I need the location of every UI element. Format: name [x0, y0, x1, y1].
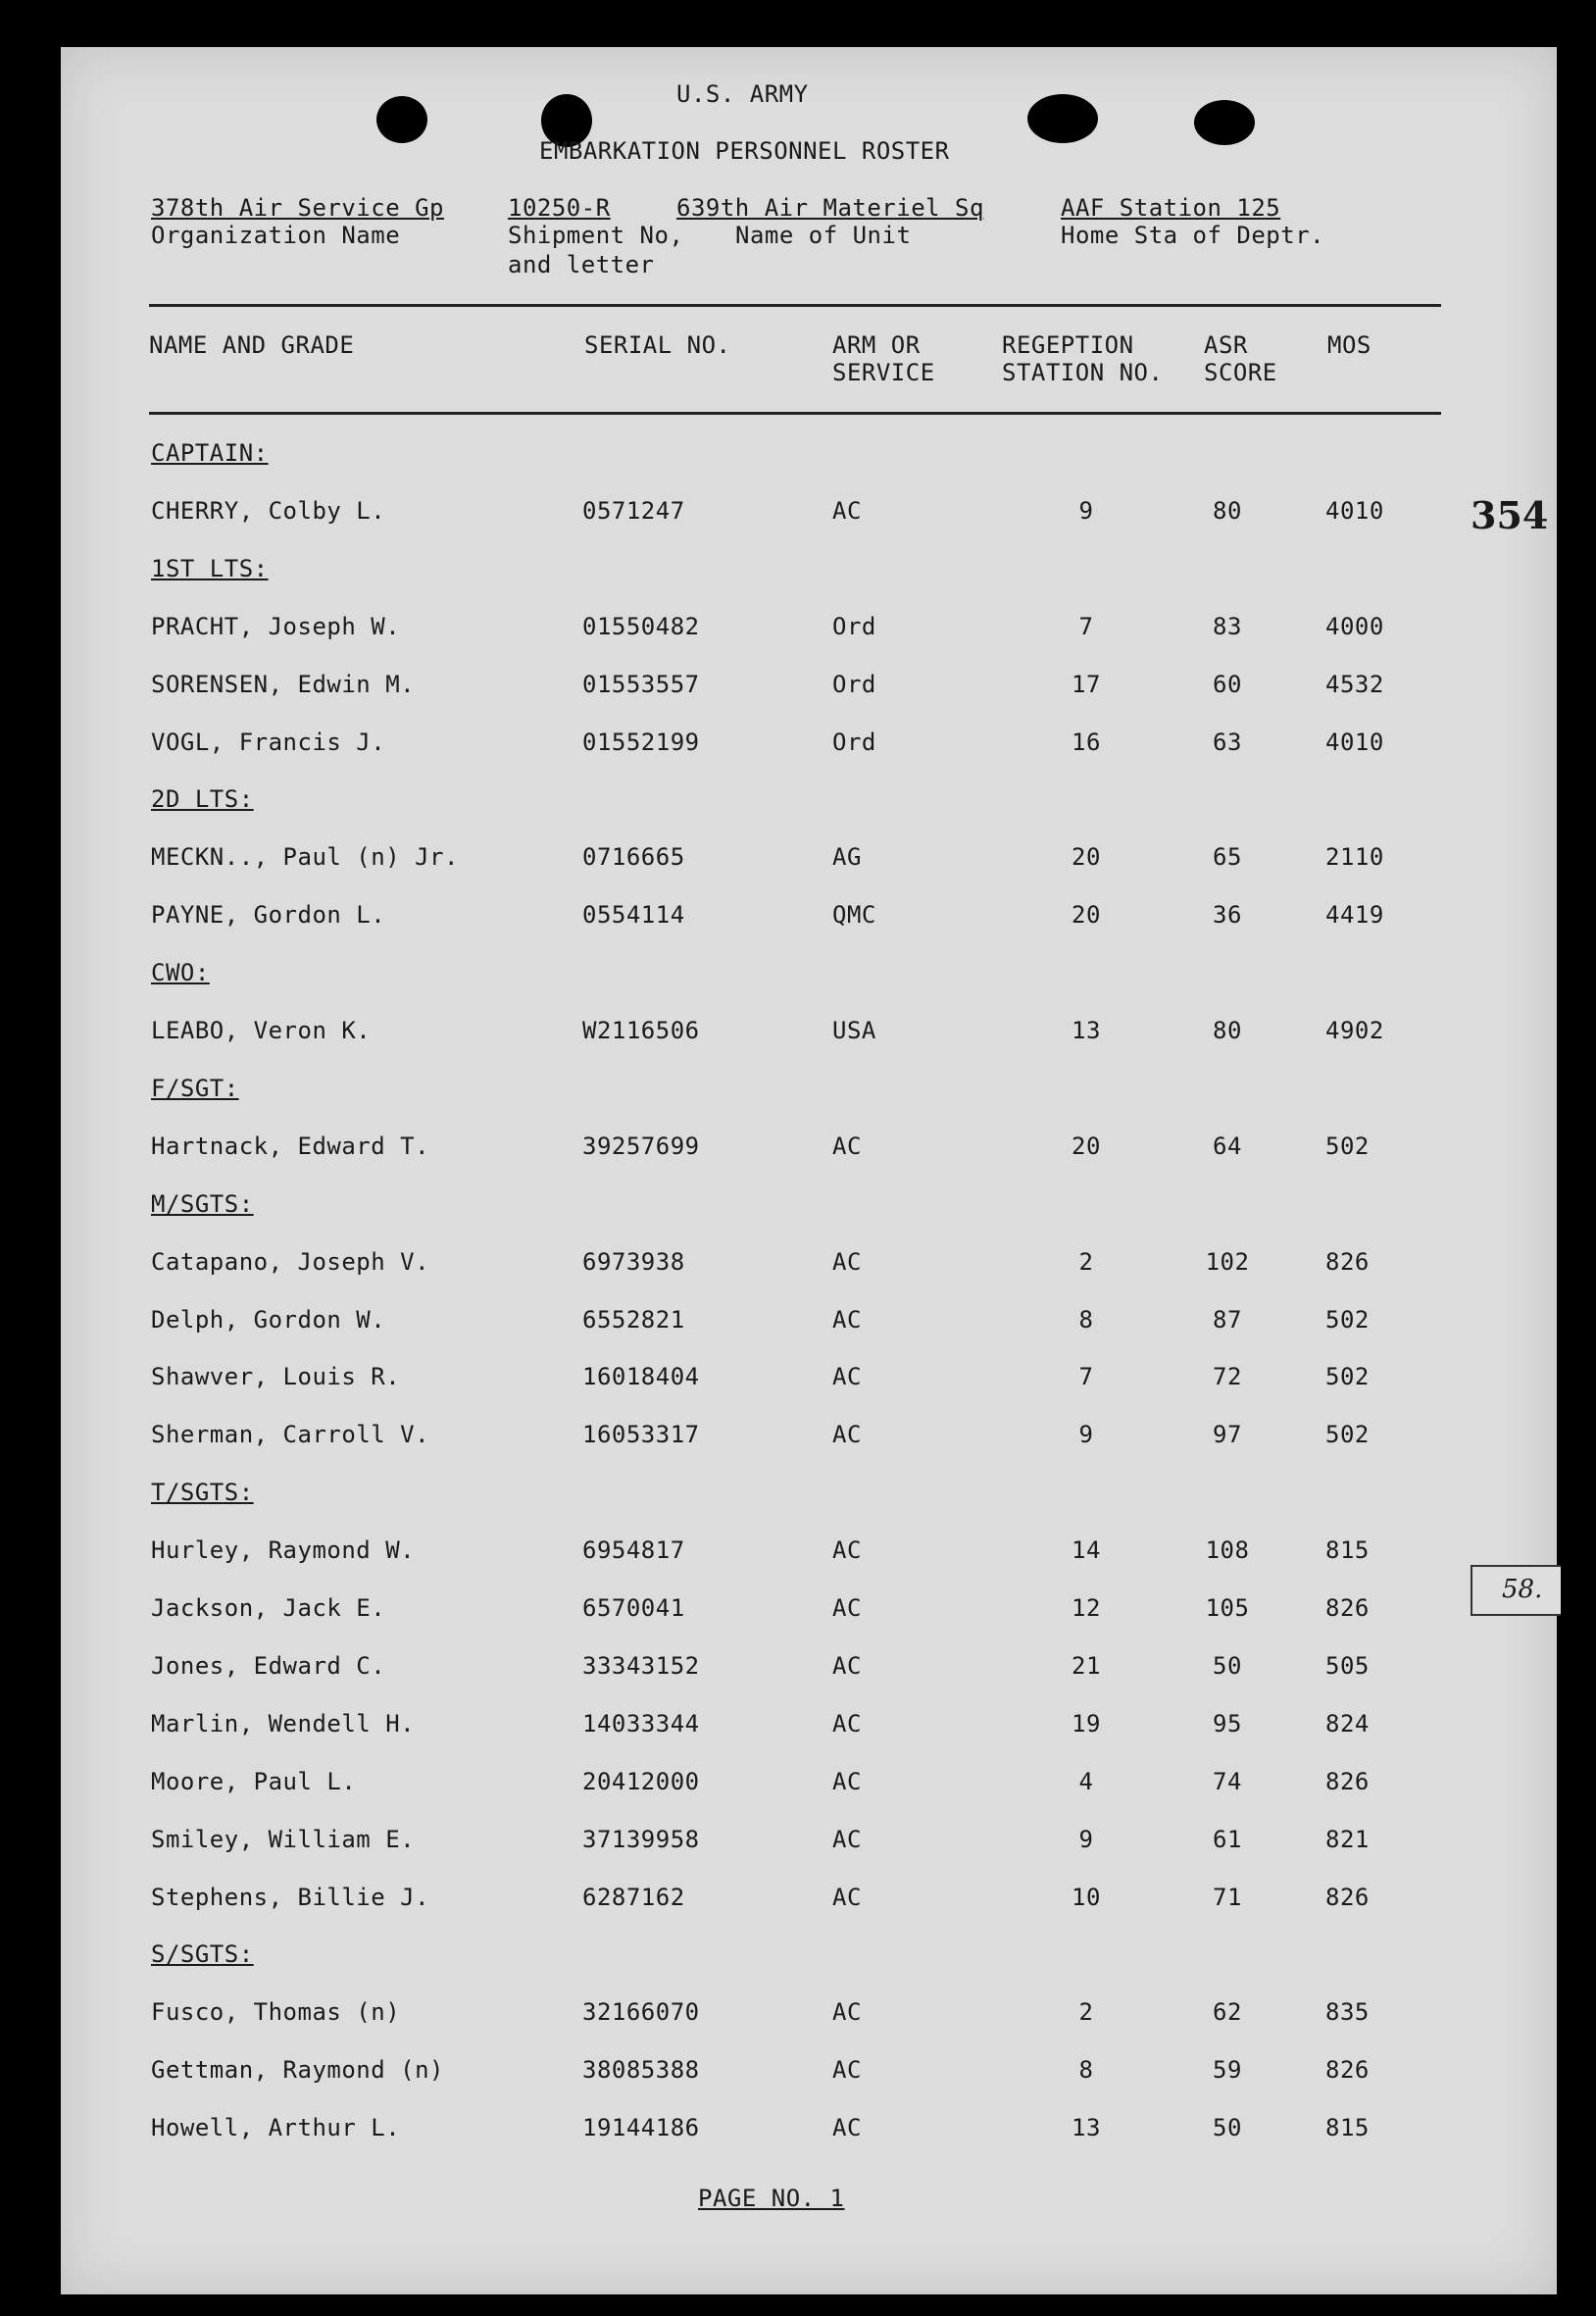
- cell-mos: 4532: [1325, 671, 1384, 698]
- col-header-reception: REGEPTION: [1002, 331, 1134, 359]
- cell-mos: 815: [1325, 2114, 1370, 2141]
- cell-name: Hurley, Raymond W.: [151, 1536, 416, 1564]
- cell-mos: 505: [1325, 1652, 1370, 1680]
- cell-name: Marlin, Wendell H.: [151, 1710, 416, 1737]
- cell-name: Jones, Edward C.: [151, 1652, 386, 1680]
- cell-reception-station: 9: [1078, 1826, 1094, 1853]
- cell-mos: 826: [1325, 2056, 1370, 2084]
- page-stamp-number: 354: [1471, 493, 1549, 537]
- col-header-asr-2: SCORE: [1204, 359, 1277, 386]
- cell-reception-station: 19: [1072, 1710, 1101, 1737]
- cell-arm: AC: [832, 1710, 862, 1737]
- cell-mos: 821: [1325, 1826, 1370, 1853]
- cell-serial: 01552199: [582, 729, 700, 756]
- title-us-army: U.S. ARMY: [676, 80, 809, 108]
- title-roster: EMBARKATION PERSONNEL ROSTER: [539, 137, 950, 165]
- cell-serial: 32166070: [582, 1998, 700, 2026]
- section-heading: CAPTAIN:: [151, 439, 269, 467]
- cell-arm: AC: [832, 1421, 862, 1448]
- shipment-label-2: and letter: [508, 251, 655, 278]
- cell-name: SORENSEN, Edwin M.: [151, 671, 416, 698]
- col-header-reception-2: STATION NO.: [1002, 359, 1164, 386]
- cell-mos: 502: [1325, 1363, 1370, 1390]
- cell-name: PAYNE, Gordon L.: [151, 901, 386, 929]
- cell-reception-station: 12: [1072, 1594, 1101, 1622]
- cell-name: Moore, Paul L.: [151, 1768, 357, 1795]
- cell-mos: 835: [1325, 1998, 1370, 2026]
- cell-reception-station: 21: [1072, 1652, 1101, 1680]
- cell-mos: 2110: [1325, 843, 1384, 871]
- cell-arm: AC: [832, 1768, 862, 1795]
- page-tab-label: 58.: [1502, 1575, 1543, 1604]
- cell-mos: 4419: [1325, 901, 1384, 929]
- cell-arm: Ord: [832, 671, 876, 698]
- cell-mos: 4000: [1325, 613, 1384, 640]
- cell-arm: AC: [832, 2056, 862, 2084]
- cell-asr-score: 65: [1213, 843, 1242, 871]
- cell-asr-score: 62: [1213, 1998, 1242, 2026]
- page-tab: [1471, 1565, 1561, 1616]
- cell-reception-station: 9: [1078, 497, 1094, 525]
- cell-arm: AC: [832, 1248, 862, 1276]
- cell-name: CHERRY, Colby L.: [151, 497, 386, 525]
- cell-arm: USA: [832, 1017, 876, 1044]
- cell-reception-station: 2: [1078, 1998, 1094, 2026]
- cell-asr-score: 95: [1213, 1710, 1242, 1737]
- cell-asr-score: 60: [1213, 671, 1242, 698]
- punch-hole: [1027, 94, 1098, 143]
- cell-arm: AC: [832, 1594, 862, 1622]
- cell-mos: 502: [1325, 1306, 1370, 1334]
- cell-arm: AC: [832, 1998, 862, 2026]
- cell-arm: AG: [832, 843, 862, 871]
- section-heading: S/SGTS:: [151, 1940, 254, 1968]
- cell-asr-score: 80: [1213, 497, 1242, 525]
- cell-asr-score: 108: [1205, 1536, 1250, 1564]
- cell-reception-station: 16: [1072, 729, 1101, 756]
- cell-asr-score: 105: [1205, 1594, 1250, 1622]
- section-heading: M/SGTS:: [151, 1190, 254, 1218]
- cell-mos: 4902: [1325, 1017, 1384, 1044]
- col-header-name: NAME AND GRADE: [149, 331, 355, 359]
- cell-asr-score: 87: [1213, 1306, 1242, 1334]
- cell-asr-score: 80: [1213, 1017, 1242, 1044]
- cell-name: VOGL, Francis J.: [151, 729, 386, 756]
- cell-reception-station: 8: [1078, 2056, 1094, 2084]
- cell-reception-station: 7: [1078, 1363, 1094, 1390]
- cell-arm: AC: [832, 1652, 862, 1680]
- section-heading: T/SGTS:: [151, 1479, 254, 1506]
- cell-serial: 39257699: [582, 1133, 700, 1160]
- cell-reception-station: 17: [1072, 671, 1101, 698]
- cell-reception-station: 2: [1078, 1248, 1094, 1276]
- cell-name: Fusco, Thomas (n): [151, 1998, 401, 2026]
- divider: [149, 412, 1441, 415]
- cell-arm: AC: [832, 1306, 862, 1334]
- section-heading: 2D LTS:: [151, 785, 254, 813]
- cell-name: Shawver, Louis R.: [151, 1363, 401, 1390]
- cell-serial: 6287162: [582, 1884, 685, 1911]
- col-header-serial: SERIAL NO.: [584, 331, 731, 359]
- cell-reception-station: 10: [1072, 1884, 1101, 1911]
- cell-reception-station: 7: [1078, 613, 1094, 640]
- cell-mos: 815: [1325, 1536, 1370, 1564]
- cell-mos: 4010: [1325, 729, 1384, 756]
- cell-name: PRACHT, Joseph W.: [151, 613, 401, 640]
- cell-name: Howell, Arthur L.: [151, 2114, 401, 2141]
- cell-mos: 826: [1325, 1884, 1370, 1911]
- home-station-value: AAF Station 125: [1061, 194, 1281, 222]
- cell-asr-score: 83: [1213, 613, 1242, 640]
- roster-page: [61, 47, 1557, 2294]
- cell-arm: QMC: [832, 901, 876, 929]
- cell-name: Hartnack, Edward T.: [151, 1133, 430, 1160]
- cell-arm: AC: [832, 2114, 862, 2141]
- divider: [149, 304, 1441, 307]
- cell-serial: 37139958: [582, 1826, 700, 1853]
- page-number: PAGE NO. 1: [698, 2185, 845, 2212]
- cell-arm: AC: [832, 1133, 862, 1160]
- cell-mos: 826: [1325, 1594, 1370, 1622]
- cell-serial: 6552821: [582, 1306, 685, 1334]
- cell-reception-station: 20: [1072, 843, 1101, 871]
- cell-arm: AC: [832, 497, 862, 525]
- cell-arm: Ord: [832, 613, 876, 640]
- cell-name: Jackson, Jack E.: [151, 1594, 386, 1622]
- unit-value: 639th Air Materiel Sq: [676, 194, 984, 222]
- unit-label: Name of Unit: [735, 222, 912, 249]
- cell-mos: 502: [1325, 1421, 1370, 1448]
- cell-asr-score: 63: [1213, 729, 1242, 756]
- cell-reception-station: 13: [1072, 2114, 1101, 2141]
- cell-reception-station: 13: [1072, 1017, 1101, 1044]
- cell-reception-station: 14: [1072, 1536, 1101, 1564]
- shipment-label: Shipment No,: [508, 222, 684, 249]
- cell-serial: 33343152: [582, 1652, 700, 1680]
- cell-serial: 6954817: [582, 1536, 685, 1564]
- cell-serial: 0716665: [582, 843, 685, 871]
- cell-reception-station: 8: [1078, 1306, 1094, 1334]
- cell-asr-score: 97: [1213, 1421, 1242, 1448]
- cell-reception-station: 20: [1072, 1133, 1101, 1160]
- cell-name: Catapano, Joseph V.: [151, 1248, 430, 1276]
- cell-mos: 4010: [1325, 497, 1384, 525]
- cell-serial: 16053317: [582, 1421, 700, 1448]
- section-heading: 1ST LTS:: [151, 555, 269, 582]
- cell-name: LEABO, Veron K.: [151, 1017, 372, 1044]
- org-name-label: Organization Name: [151, 222, 401, 249]
- cell-serial: 6973938: [582, 1248, 685, 1276]
- cell-name: Smiley, William E.: [151, 1826, 416, 1853]
- cell-name: MECKN.., Paul (n) Jr.: [151, 843, 459, 871]
- org-name-value: 378th Air Service Gp: [151, 194, 444, 222]
- cell-asr-score: 36: [1213, 901, 1242, 929]
- cell-reception-station: 4: [1078, 1768, 1094, 1795]
- cell-serial: 38085388: [582, 2056, 700, 2084]
- cell-name: Stephens, Billie J.: [151, 1884, 430, 1911]
- cell-serial: 6570041: [582, 1594, 685, 1622]
- cell-arm: AC: [832, 1536, 862, 1564]
- cell-arm: Ord: [832, 729, 876, 756]
- cell-mos: 826: [1325, 1768, 1370, 1795]
- cell-reception-station: 20: [1072, 901, 1101, 929]
- punch-hole: [1194, 100, 1255, 145]
- cell-name: Delph, Gordon W.: [151, 1306, 386, 1334]
- cell-serial: 19144186: [582, 2114, 700, 2141]
- cell-reception-station: 9: [1078, 1421, 1094, 1448]
- col-header-mos: MOS: [1327, 331, 1372, 359]
- cell-asr-score: 50: [1213, 1652, 1242, 1680]
- shipment-value: 10250-R: [508, 194, 611, 222]
- punch-hole: [376, 96, 427, 143]
- home-station-label: Home Sta of Deptr.: [1061, 222, 1325, 249]
- cell-serial: 01553557: [582, 671, 700, 698]
- cell-asr-score: 50: [1213, 2114, 1242, 2141]
- cell-mos: 502: [1325, 1133, 1370, 1160]
- col-header-arm: ARM OR: [832, 331, 921, 359]
- cell-serial: 0571247: [582, 497, 685, 525]
- col-header-arm-2: SERVICE: [832, 359, 935, 386]
- cell-arm: AC: [832, 1884, 862, 1911]
- cell-serial: 14033344: [582, 1710, 700, 1737]
- cell-mos: 826: [1325, 1248, 1370, 1276]
- cell-serial: 20412000: [582, 1768, 700, 1795]
- cell-mos: 824: [1325, 1710, 1370, 1737]
- cell-asr-score: 72: [1213, 1363, 1242, 1390]
- cell-asr-score: 64: [1213, 1133, 1242, 1160]
- section-heading: F/SGT:: [151, 1075, 239, 1102]
- cell-name: Gettman, Raymond (n): [151, 2056, 444, 2084]
- col-header-asr: ASR: [1204, 331, 1248, 359]
- cell-asr-score: 74: [1213, 1768, 1242, 1795]
- cell-serial: 01550482: [582, 613, 700, 640]
- cell-asr-score: 59: [1213, 2056, 1242, 2084]
- cell-serial: 16018404: [582, 1363, 700, 1390]
- cell-asr-score: 102: [1205, 1248, 1250, 1276]
- cell-name: Sherman, Carroll V.: [151, 1421, 430, 1448]
- cell-asr-score: 71: [1213, 1884, 1242, 1911]
- cell-arm: AC: [832, 1826, 862, 1853]
- cell-asr-score: 61: [1213, 1826, 1242, 1853]
- cell-serial: 0554114: [582, 901, 685, 929]
- cell-serial: W2116506: [582, 1017, 700, 1044]
- section-heading: CWO:: [151, 959, 210, 986]
- cell-arm: AC: [832, 1363, 862, 1390]
